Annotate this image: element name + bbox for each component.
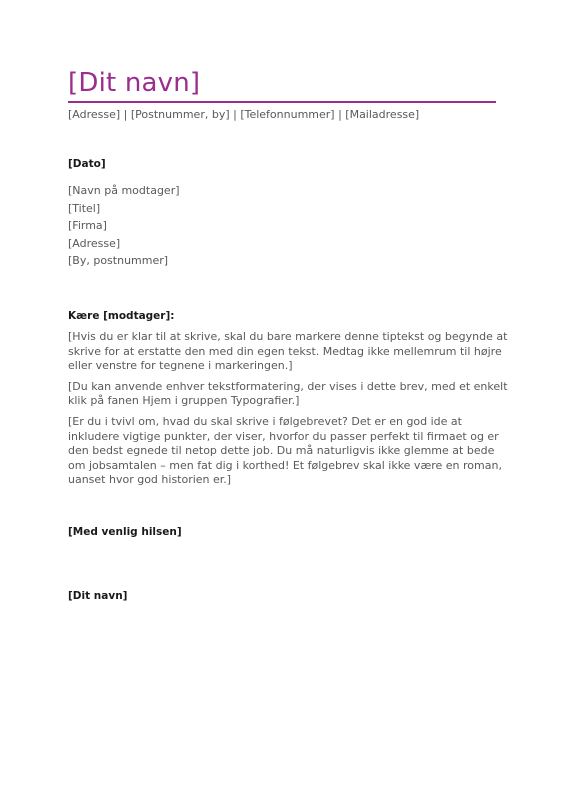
recipient-city-postcode[interactable]: [By, postnummer] [68, 254, 169, 267]
recipient-name[interactable]: [Navn på modtager] [68, 184, 180, 197]
recipient-company[interactable]: [Firma] [68, 219, 107, 232]
body-paragraph-1[interactable]: [Hvis du er klar til at skrive, skal du bare markere denne tiptekst og begynde at skrive for at erstatte den med din egen tekst. Medtag ikke mellemrum til højre eller venstre for tegnene i markeringen.] [68, 330, 508, 373]
closing[interactable]: [Med venlig hilsen] [68, 526, 182, 538]
sender-name-title[interactable]: [Dit navn] [68, 68, 201, 98]
title-divider [68, 101, 496, 103]
body-paragraph-2[interactable]: [Du kan anvende enhver tekstformatering, der vises i dette brev, med et enkelt klik på fanen Hjem i gruppen Typografier.] [68, 379, 508, 408]
sender-contact-line[interactable]: [Adresse] | [Postnummer, by] | [Telefonnummer] | [Mailadresse] [68, 108, 420, 121]
recipient-block [68, 182, 180, 270]
recipient-title[interactable]: [Titel] [68, 201, 101, 215]
salutation[interactable]: Kære [modtager]: [68, 310, 175, 322]
date-field[interactable]: [Dato] [68, 158, 106, 170]
letter-body [68, 330, 513, 494]
signature-name[interactable]: [Dit navn] [68, 590, 128, 602]
body-paragraph-3[interactable]: [Er du i tvivl om, hvad du skal skrive i følgebrevet? Det er en god ide at inkludere vigtige punkter, der viser, hvorfor du passer perfekt til firmaet og er den bedst egnede til netop dette job. Du må naturligvis ikke glemme at bede om jobsamtalen – men fat dig i korthed! Et følgebrev skal ikke være en roman, uanset hvor god historien er.] [68, 414, 502, 487]
recipient-address[interactable]: [Adresse] [68, 236, 121, 250]
